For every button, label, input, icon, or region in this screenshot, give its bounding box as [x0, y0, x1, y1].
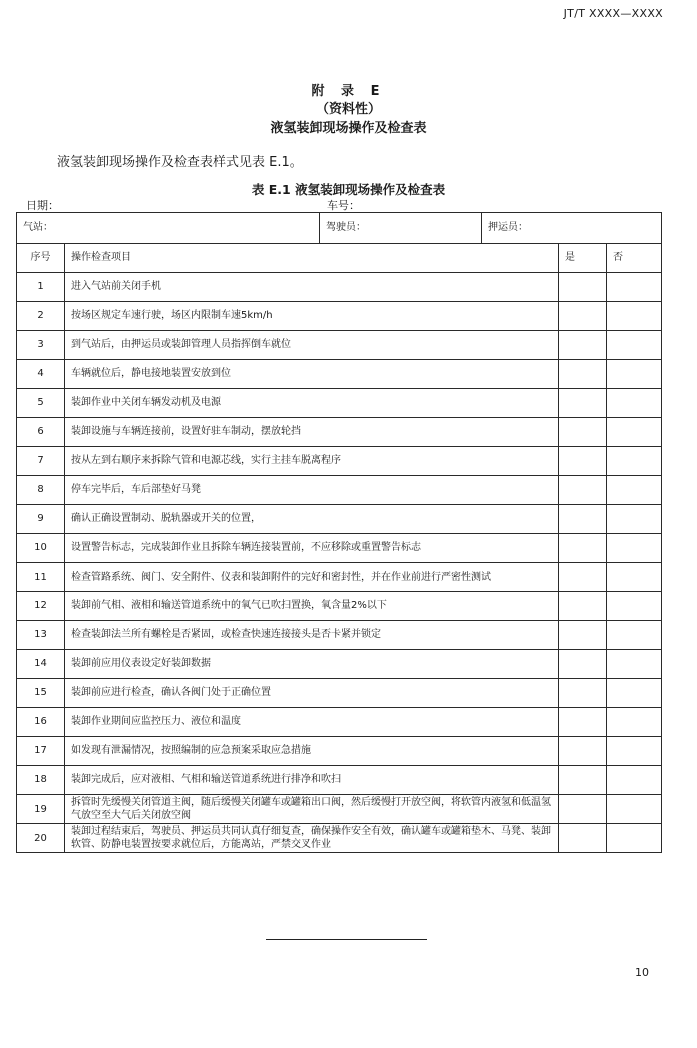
check-item-text: 设置警告标志，完成装卸作业且拆除车辆连接装置前，不应移除或重置警告标志 [65, 534, 559, 563]
check-item-text: 装卸前应用仪表设定好装卸数据 [65, 650, 559, 679]
no-checkbox-cell[interactable] [607, 505, 662, 534]
table-row [17, 505, 662, 534]
no-checkbox-cell[interactable] [607, 302, 662, 331]
check-item-text: 装卸前应进行检查，确认各阀门处于正确位置 [65, 679, 559, 708]
table-row [17, 389, 662, 418]
table-row [17, 650, 662, 679]
table-row [17, 447, 662, 476]
check-item-text: 装卸设施与车辆连接前，设置好驻车制动，摆放轮挡 [65, 418, 559, 447]
no-checkbox-cell[interactable] [607, 679, 662, 708]
table-row [17, 708, 662, 737]
yes-checkbox-cell[interactable] [559, 795, 607, 824]
row-number: 19 [17, 795, 65, 824]
table-row [17, 824, 662, 853]
row-number: 20 [17, 824, 65, 853]
no-checkbox-cell[interactable] [607, 592, 662, 621]
check-item-text: 如发现有泄漏情况，按照编制的应急预案采取应急措施 [65, 737, 559, 766]
footer-rule [266, 939, 427, 940]
row-number: 18 [17, 766, 65, 795]
table-row [17, 331, 662, 360]
header-row [17, 244, 662, 273]
appendix-type: （资料性） [315, 102, 381, 117]
no-checkbox-cell[interactable] [607, 273, 662, 302]
yes-checkbox-cell[interactable] [559, 447, 607, 476]
row-number: 5 [17, 389, 65, 418]
check-item-text: 车辆就位后，静电接地装置安放到位 [65, 360, 559, 389]
page-number: 10 [635, 966, 649, 979]
row-number: 13 [17, 621, 65, 650]
check-item-text: 检查管路系统、阀门、安全附件、仪表和装卸附件的完好和密封性，并在作业前进行严密性测试 [65, 563, 559, 592]
no-checkbox-cell[interactable] [607, 737, 662, 766]
no-checkbox-cell[interactable] [607, 389, 662, 418]
yes-checkbox-cell[interactable] [559, 360, 607, 389]
yes-checkbox-cell[interactable] [559, 650, 607, 679]
row-number: 17 [17, 737, 65, 766]
station-field: 气站： [17, 213, 320, 244]
yes-checkbox-cell[interactable] [559, 563, 607, 592]
no-checkbox-cell[interactable] [607, 563, 662, 592]
check-item-text: 装卸前气相、液相和输送管道系统中的氧气已吹扫置换，氧含量2%以下 [65, 592, 559, 621]
check-item-text: 按从左到右顺序来拆除气管和电源芯线，实行主挂车脱离程序 [65, 447, 559, 476]
driver-field: 驾驶员： [320, 213, 482, 244]
table-row [17, 534, 662, 563]
check-item-text: 装卸完成后，应对液相、气相和输送管道系统进行排净和吹扫 [65, 766, 559, 795]
row-number: 2 [17, 302, 65, 331]
escort-field: 押运员： [482, 213, 662, 244]
col-header-yes: 是 [559, 244, 607, 273]
yes-checkbox-cell[interactable] [559, 389, 607, 418]
no-checkbox-cell[interactable] [607, 447, 662, 476]
row-number: 4 [17, 360, 65, 389]
no-checkbox-cell[interactable] [607, 534, 662, 563]
intro-paragraph: 液氢装卸现场操作及检查表样式见表 E.1。 [57, 155, 303, 170]
check-item-text: 检查装卸法兰所有螺栓是否紧固，或检查快速连接接头是否卡紧并锁定 [65, 621, 559, 650]
no-checkbox-cell[interactable] [607, 708, 662, 737]
no-checkbox-cell[interactable] [607, 650, 662, 679]
yes-checkbox-cell[interactable] [559, 505, 607, 534]
table-row [17, 621, 662, 650]
appendix-name: 液氢装卸现场操作及检查表 [270, 121, 427, 136]
yes-checkbox-cell[interactable] [559, 621, 607, 650]
plate-label: 车号： [327, 199, 360, 212]
check-item-text: 装卸作业中关闭车辆发动机及电源 [65, 389, 559, 418]
inspection-table [16, 212, 662, 853]
appendix-title: 附 录 E [311, 84, 386, 99]
row-number: 11 [17, 563, 65, 592]
yes-checkbox-cell[interactable] [559, 534, 607, 563]
table-row [17, 476, 662, 505]
no-checkbox-cell[interactable] [607, 766, 662, 795]
table-row [17, 360, 662, 389]
no-checkbox-cell[interactable] [607, 360, 662, 389]
table-caption: 表 E.1 液氢装卸现场操作及检查表 [251, 182, 446, 197]
yes-checkbox-cell[interactable] [559, 418, 607, 447]
col-header-no: 序号 [17, 244, 65, 273]
no-checkbox-cell[interactable] [607, 476, 662, 505]
check-item-text: 进入气站前关闭手机 [65, 273, 559, 302]
no-checkbox-cell[interactable] [607, 621, 662, 650]
row-number: 7 [17, 447, 65, 476]
row-number: 12 [17, 592, 65, 621]
check-item-text: 到气站后，由押运员或装卸管理人员指挥倒车就位 [65, 331, 559, 360]
date-label: 日期： [26, 199, 59, 212]
table-row [17, 737, 662, 766]
no-checkbox-cell[interactable] [607, 824, 662, 853]
check-item-text: 拆管时先缓慢关闭管道主阀，随后缓慢关闭罐车或罐箱出口阀，然后缓慢打开放空阀，将软管内液氢和低温氢气放空至大气后关闭放空阀 [65, 795, 559, 824]
col-header-no-answer: 否 [607, 244, 662, 273]
table-row [17, 679, 662, 708]
table-row [17, 273, 662, 302]
no-checkbox-cell[interactable] [607, 331, 662, 360]
row-number: 3 [17, 331, 65, 360]
yes-checkbox-cell[interactable] [559, 331, 607, 360]
yes-checkbox-cell[interactable] [559, 766, 607, 795]
table-body [17, 213, 662, 853]
info-row [17, 213, 662, 244]
row-number: 14 [17, 650, 65, 679]
row-number: 8 [17, 476, 65, 505]
check-item-text: 装卸过程结束后，驾驶员、押运员共同认真仔细复查，确保操作安全有效，确认罐车或罐箱垫木、马凳、装卸软管、防静电装置按要求就位后，方能离站，严禁交叉作业 [65, 824, 559, 853]
yes-checkbox-cell[interactable] [559, 592, 607, 621]
table-row [17, 592, 662, 621]
document-code: JT/T XXXX—XXXX [563, 7, 663, 20]
yes-checkbox-cell[interactable] [559, 679, 607, 708]
table-row [17, 795, 662, 824]
yes-checkbox-cell[interactable] [559, 708, 607, 737]
yes-checkbox-cell[interactable] [559, 476, 607, 505]
no-checkbox-cell[interactable] [607, 795, 662, 824]
no-checkbox-cell[interactable] [607, 418, 662, 447]
check-item-text: 按场区规定车速行驶，场区内限制车速5km/h [65, 302, 559, 331]
row-number: 10 [17, 534, 65, 563]
yes-checkbox-cell[interactable] [559, 302, 607, 331]
col-header-item: 操作检查项目 [65, 244, 559, 273]
table-row [17, 418, 662, 447]
row-number: 9 [17, 505, 65, 534]
check-item-text: 装卸作业期间应监控压力、液位和温度 [65, 708, 559, 737]
row-number: 6 [17, 418, 65, 447]
table-row [17, 563, 662, 592]
row-number: 15 [17, 679, 65, 708]
yes-checkbox-cell[interactable] [559, 273, 607, 302]
yes-checkbox-cell[interactable] [559, 737, 607, 766]
yes-checkbox-cell[interactable] [559, 824, 607, 853]
check-item-text: 停车完毕后，车后部垫好马凳 [65, 476, 559, 505]
check-item-text: 确认正确设置制动、脱轨器或开关的位置， [65, 505, 559, 534]
row-number: 1 [17, 273, 65, 302]
row-number: 16 [17, 708, 65, 737]
table-row [17, 302, 662, 331]
table-row [17, 766, 662, 795]
